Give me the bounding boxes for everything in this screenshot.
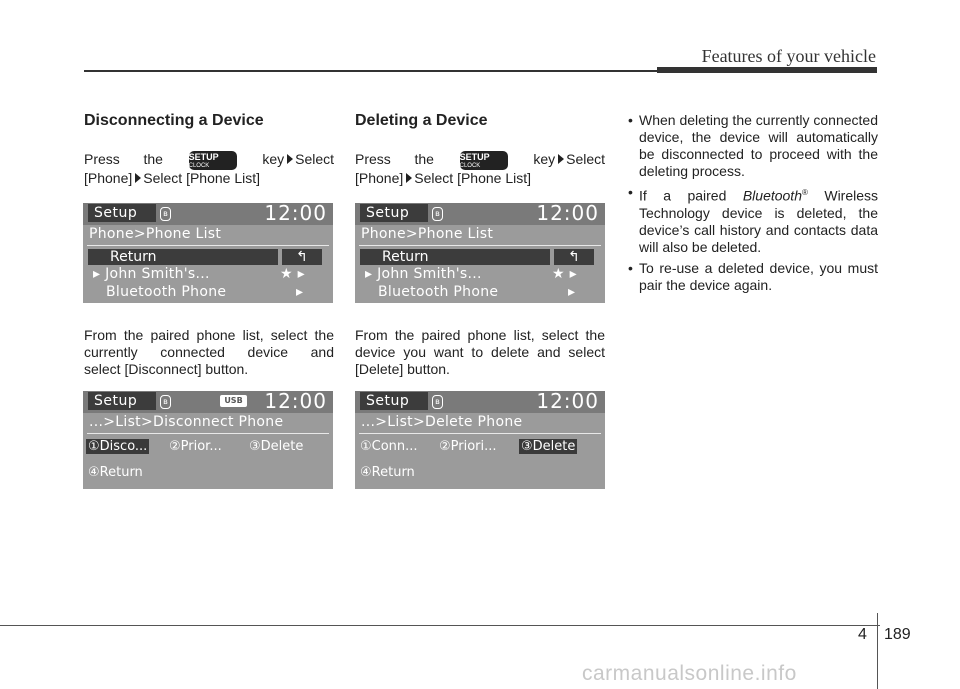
- col2-description: [355, 327, 605, 378]
- screen-clock: 12:00: [536, 391, 599, 413]
- press-text: Press the: [84, 151, 163, 168]
- screen-path: ...>List>Disconnect Phone: [89, 414, 284, 430]
- arrow-right-icon: [406, 173, 412, 183]
- arrow-right-icon: [287, 154, 293, 164]
- press-text: Press the: [355, 151, 434, 168]
- footer-rule: [0, 625, 880, 626]
- bluetooth-icon: ʙ: [432, 395, 443, 409]
- col2-line1: [355, 151, 605, 170]
- arrow-right-icon: [558, 154, 564, 164]
- screen-setup-label: Setup: [88, 392, 156, 410]
- heading-deleting: Deleting a Device: [355, 112, 488, 129]
- select-text: Select: [295, 151, 335, 168]
- col2-line2: [Phone] Select [Phone List]: [355, 170, 532, 186]
- option-connect[interactable]: ①Conn...: [360, 439, 418, 454]
- chevron-right-icon: ▸: [568, 284, 576, 300]
- notes-list: [625, 112, 878, 298]
- bluetooth-icon: ʙ: [160, 395, 171, 409]
- key-text: key: [262, 151, 285, 168]
- screen-path: Phone>Phone List: [89, 226, 222, 242]
- screen-disconnect-phone: [83, 391, 333, 489]
- option-priority[interactable]: ②Prior...: [169, 439, 222, 454]
- return-button[interactable]: Return: [360, 249, 550, 265]
- key-text: key: [533, 151, 556, 168]
- option-disconnect[interactable]: ①Disco...: [88, 439, 148, 454]
- bluetooth-icon: ʙ: [160, 207, 171, 221]
- note-item: • If a paired Bluetooth® Wireless Technology device is deleted, the device’s call history and contacts data will also be deleted.: [625, 184, 878, 256]
- note-item: • To re-use a deleted device, you must pair the device again.: [625, 260, 878, 294]
- screen-clock: 12:00: [536, 203, 599, 225]
- option-return[interactable]: ④Return: [88, 465, 143, 480]
- device-item-john[interactable]: ▸ John Smith's...: [93, 266, 210, 282]
- screen-setup-label: Setup: [88, 204, 156, 222]
- col1-description: [84, 327, 334, 378]
- screen-phone-list-1: [83, 203, 333, 303]
- device-item-bluetooth-phone[interactable]: Bluetooth Phone: [106, 284, 227, 300]
- screen-path: ...>List>Delete Phone: [361, 414, 523, 430]
- screen-path: Phone>Phone List: [361, 226, 494, 242]
- chevron-right-icon: ▸: [296, 284, 304, 300]
- screen-clock: 12:00: [264, 391, 327, 413]
- screen-setup-label: Setup: [360, 204, 428, 222]
- header-rule: [84, 70, 664, 72]
- bluetooth-icon: ʙ: [432, 207, 443, 221]
- note-item: • When deleting the currently connected device, the device will automatically be disconnected to proceed with the deleting process.: [625, 112, 878, 180]
- page-number: 189: [884, 626, 911, 643]
- bluetooth-term: Bluetooth: [742, 187, 802, 204]
- col2-desc-line3: [Delete] button.: [355, 361, 450, 377]
- option-delete[interactable]: ③Delete: [521, 439, 576, 454]
- screen-setup-label: Setup: [360, 392, 428, 410]
- return-icon[interactable]: ↰: [554, 249, 594, 265]
- col1-desc-line2: currently connected device and: [84, 344, 334, 360]
- heading-disconnecting: Disconnecting a Device: [84, 112, 264, 129]
- option-priority[interactable]: ②Priori...: [439, 439, 497, 454]
- section-title: Features of your vehicle: [701, 46, 876, 66]
- star-icon: ★ ▸: [552, 266, 577, 282]
- device-item-john[interactable]: ▸ John Smith's...: [365, 266, 482, 282]
- col1-line1: [84, 151, 334, 170]
- col2-desc-line2: device you want to delete and select: [355, 344, 605, 360]
- return-icon[interactable]: ↰: [282, 249, 322, 265]
- col1-line2: [Phone] Select [Phone List]: [84, 170, 261, 186]
- option-delete[interactable]: ③Delete: [249, 439, 304, 454]
- setup-clock-key-icon: SETUP CLOCK: [189, 151, 237, 170]
- watermark: carmanualsonline.info: [582, 662, 797, 685]
- screen-delete-phone: [355, 391, 605, 489]
- screen-phone-list-2: [355, 203, 605, 303]
- footer-divider: [877, 613, 878, 689]
- header-rule-accent: [657, 67, 877, 73]
- device-item-bluetooth-phone[interactable]: Bluetooth Phone: [378, 284, 499, 300]
- col1-instructions: [84, 151, 334, 187]
- option-return[interactable]: ④Return: [360, 465, 415, 480]
- col2-instructions: [355, 151, 605, 187]
- col2-desc-line1: From the paired phone list, select the: [355, 327, 605, 343]
- return-button[interactable]: Return: [88, 249, 278, 265]
- arrow-right-icon: [135, 173, 141, 183]
- col1-desc-line3: select [Disconnect] button.: [84, 361, 249, 377]
- star-icon: ★ ▸: [280, 266, 305, 282]
- setup-clock-key-icon: SETUP CLOCK: [460, 151, 508, 170]
- chapter-number: 4: [858, 626, 867, 643]
- select-text: Select: [566, 151, 606, 168]
- usb-badge: USB: [220, 395, 247, 407]
- screen-clock: 12:00: [264, 203, 327, 225]
- col1-desc-line1: From the paired phone list, select the: [84, 327, 334, 343]
